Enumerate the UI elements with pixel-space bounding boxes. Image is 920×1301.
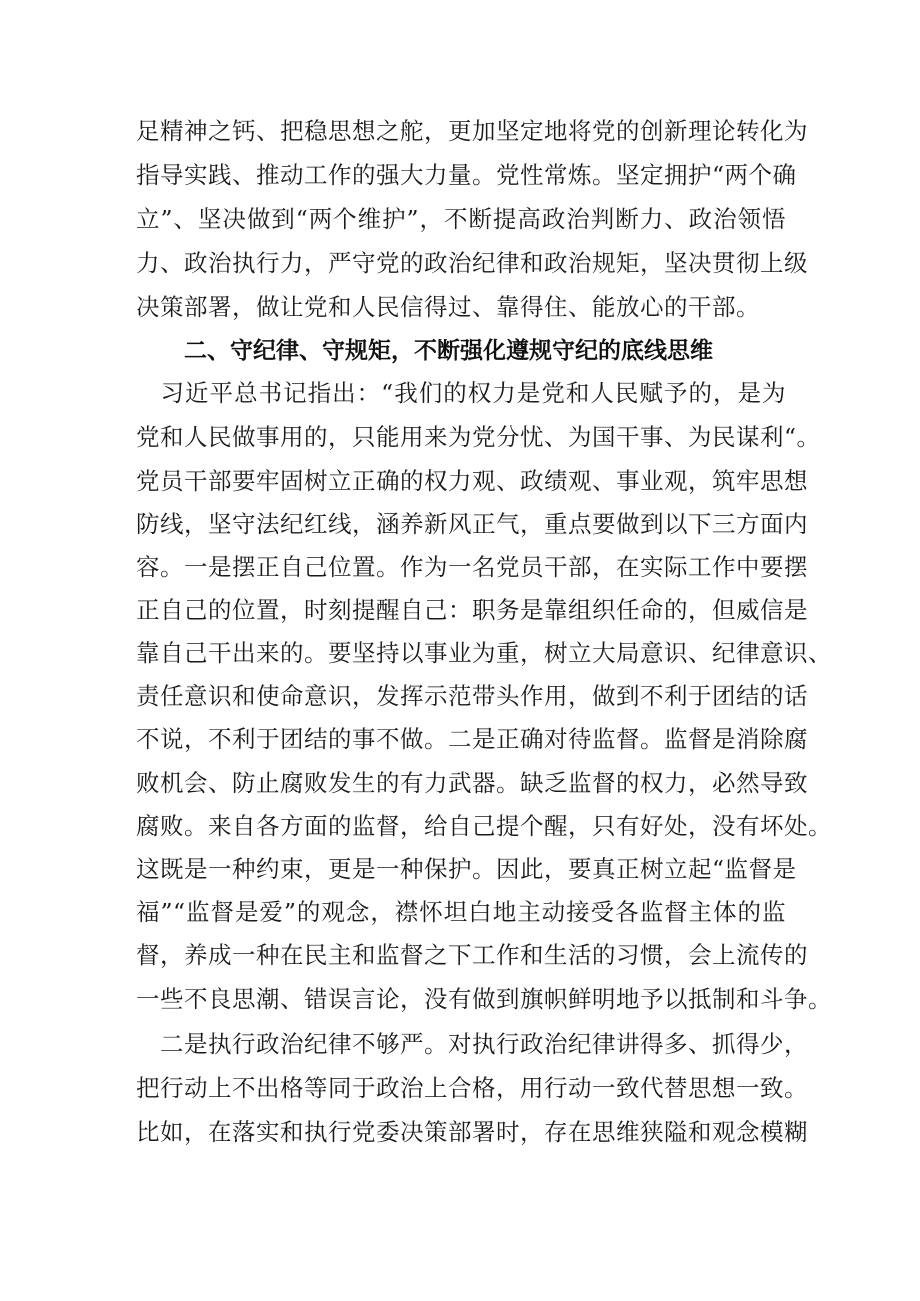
text-line: 决策部署，做让党和人民信得过、靠得住、能放心的干部。: [136, 293, 760, 321]
text-line: 指导实践、推动工作的强大力量。党性常炼。坚定拥护“两个确: [136, 161, 797, 189]
text-line: 足精神之钙、把稳思想之舵，更加坚定地将党的创新理论转化为: [136, 117, 808, 145]
text-line: 容。一是摆正自己位置。作为一名党员干部，在实际工作中要摆: [136, 553, 808, 581]
text-line: 把行动上不出格等同于政治上合格，用行动一致代替思想一致。: [136, 1074, 808, 1102]
text-line: 比如，在落实和执行党委决策部署时，存在思维狭隘和观念模糊: [136, 1118, 808, 1146]
text-line: 福”“监督是爱”的观念，襟怀坦白地主动接受各监督主体的监: [136, 898, 786, 926]
text-line: 败机会、防止腐败发生的有力武器。缺乏监督的权力，必然导致: [136, 769, 808, 797]
text-line: 靠自己干出来的。要坚持以事业为重，树立大局意识、纪律意识、: [136, 639, 832, 667]
text-line: 防线，坚守法纪红线，涵养新风正气，重点要做到以下三方面内: [136, 510, 808, 538]
text-line: 责任意识和使命意识，发挥示范带头作用，做到不利于团结的话: [136, 682, 808, 710]
text-line: 督，养成一种在民主和监督之下工作和生活的习惯，会上流传的: [136, 941, 808, 969]
text-line: 立”、坚决做到“两个维护”，不断提高政治判断力、政治领悟: [136, 205, 786, 233]
text-line: 腐败。来自各方面的监督，给自己提个醒，只有好处，没有坏处。: [136, 812, 832, 840]
text-line: 不说，不利于团结的事不做。二是正确对待监督。监督是消除腐: [136, 725, 808, 753]
text-line: 二是执行政治纪律不够严。对执行政治纪律讲得多、抓得少，: [136, 1030, 808, 1058]
text-line: 一些不良思潮、错误言论，没有做到旗帜鲜明地予以抵制和斗争。: [136, 985, 832, 1013]
section-heading: 二、守纪律、守规矩，不断强化遵规守纪的底线思维: [184, 338, 713, 364]
text-line: 正自己的位置，时刻提醒自己：职务是靠组织任命的，但威信是: [136, 596, 808, 624]
text-line: 党员干部要牢固树立正确的权力观、政绩观、事业观，筑牢思想: [136, 467, 808, 495]
text-line: 习近平总书记指出：“我们的权力是党和人民赋予的，是为: [136, 379, 786, 407]
text-line: 力、政治执行力，严守党的政治纪律和政治规矩，坚决贯彻上级: [136, 249, 808, 277]
text-line: 党和人民做事用的，只能用来为党分忧、为国干事、为民谋利“。: [136, 423, 821, 451]
text-line: 这既是一种约束，更是一种保护。因此，要真正树立起“监督是: [136, 855, 797, 883]
